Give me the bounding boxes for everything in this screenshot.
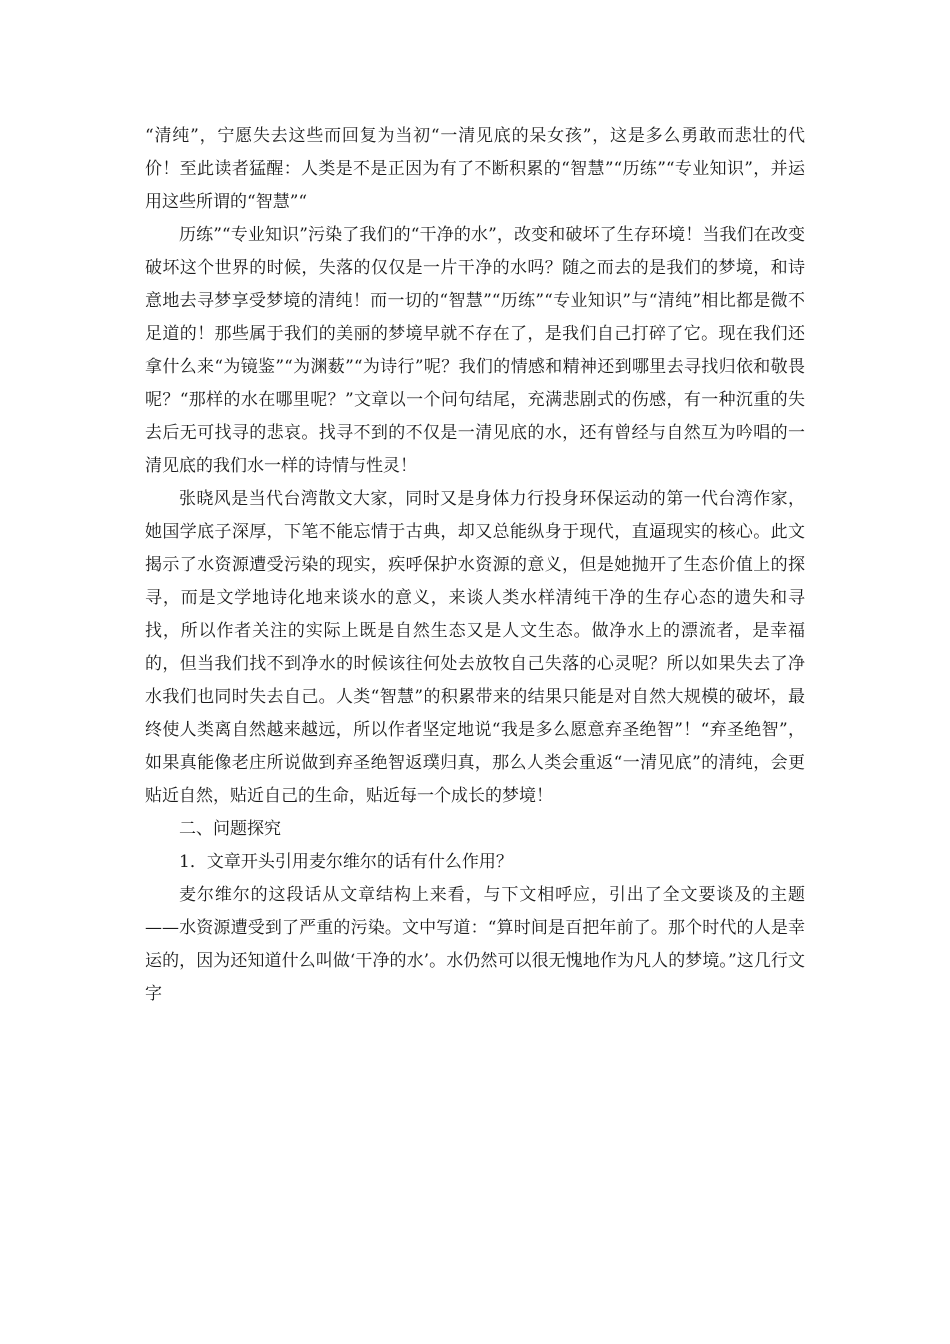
document-body <box>145 120 805 1011</box>
paragraph-continuation: “清纯”，宁愿失去这些而回复为当初“一清见底的呆女孩”，这是多么勇敢而悲壮的代价！至此读者猛醒：人类是不是正因为有了不断积累的“智慧”“历练”“专业知识”，并运用这些所谓的“智慧”“ <box>145 126 805 212</box>
answer-1: 麦尔维尔的这段话从文章结构上来看，与下文相呼应，引出了全文要谈及的主题——水资源遭受到了严重的污染。文中写道：“算时间是百把年前了。那个时代的人是幸运的，因为还知道什么叫做‘干净的水’。水仍然可以很无愧地作为凡人的梦境。”这几行文字 <box>145 885 805 1004</box>
paragraph-author-zhang-xiaofeng: 张晓风是当代台湾散文大家，同时又是身体力行投身环保运动的第一代台湾作家，她国学底子深厚，下笔不能忘情于古典，却又总能纵身于现代，直逼现实的核心。此文揭示了水资源遭受污染的现实，疾呼保护水资源的意义，但是她抛开了生态价值上的探寻，而是文学地诗化地来谈水的意义，来谈人类水样清纯干净的生存心态的遗失和寻找，所以作者关注的实际上既是自然生态又是人文生态。做净水上的漂流者，是幸福的，但当我们找不到净水的时候该往何处去放牧自己失落的心灵呢？所以如果失去了净水我们也同时失去自己。人类“智慧”的积累带来的结果只能是对自然大规模的破坏，最终使人类离自然越来越远，所以作者坚定地说“我是多么愿意弃圣绝智”！“弃圣绝智”，如果真能像老庄所说做到弃圣绝智返璞归真，那么人类会重返“一清见底”的清纯，会更贴近自然，贴近自己的生命，贴近每一个成长的梦境！ <box>145 489 805 806</box>
paragraph-pollution-of-water: 历练”“专业知识”污染了我们的“干净的水”，改变和破坏了生存环境！当我们在改变破坏这个世界的时候，失落的仅仅是一片干净的水吗？随之而去的是我们的梦境，和诗意地去寻梦享受梦境的清纯！而一切的“智慧”“历练”“专业知识”与“清纯”相比都是微不足道的！那些属于我们的美丽的梦境早就不存在了，是我们自己打碎了它。现在我们还拿什么来“为镜鉴”“为渊薮”“为诗行”呢？我们的情感和精神还到哪里去寻找归依和敬畏呢？“那样的水在哪里呢？”文章以一个问句结尾，充满悲剧式的伤感，有一种沉重的失去后无可找寻的悲哀。找寻不到的不仅是一清见底的水，还有曾经与自然互为吟唱的一清见底的我们水一样的诗情与性灵！ <box>145 225 805 476</box>
question-1: 1．文章开头引用麦尔维尔的话有什么作用？ <box>179 852 513 872</box>
section-heading-questions: 二、问题探究 <box>179 819 281 839</box>
